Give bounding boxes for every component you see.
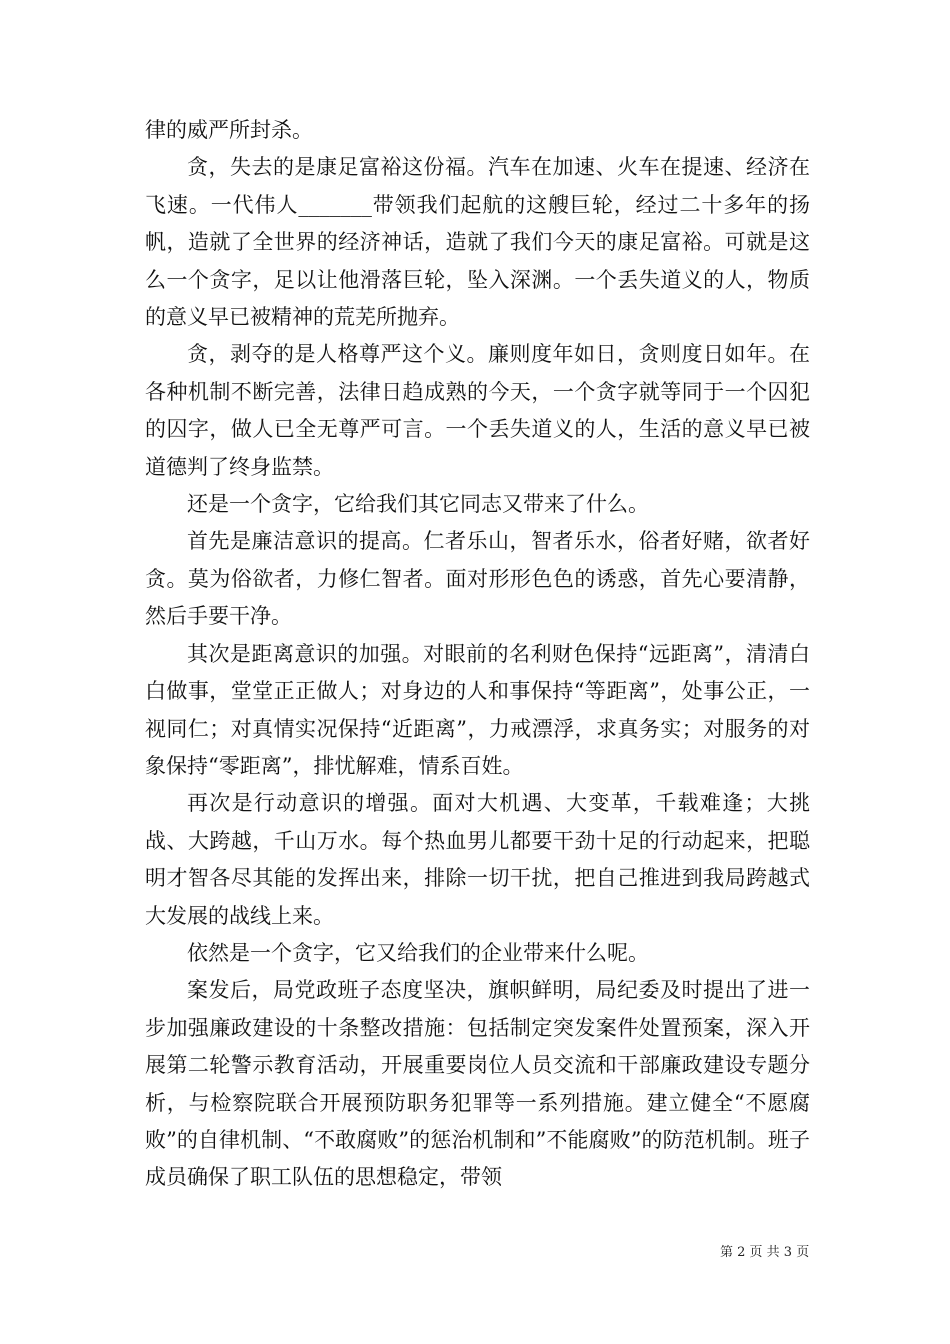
page-number-label: 第 2 页 共 3 页	[720, 1245, 810, 1260]
paragraph-3: 贪，剥夺的是人格尊严这个义。廉则度年如日，贪则度日如年。在各种机制不断完善，法律日趋成熟的今天，一个贪字就等同于一个囚犯的囚字，做人已全无尊严可言。一个丢失道义的人，生活的意义早已被道德判了终身监禁。	[145, 342, 810, 479]
paragraph-9: 案发后，局党政班子态度坚决，旗帜鲜明，局纪委及时提出了进一步加强廉政建设的十条整改措施：包括制定突发案件处置预案，深入开展第二轮警示教育活动，开展重要岗位人员交流和干部廉政建设专题分析，与检察院联合开展预防职务犯罪等一系列措施。建立健全“不愿腐败”的自律机制、“不敢腐败”的惩治机制和”不能腐败”的防范机制。班子成员确保了职工队伍的思想稳定，带领	[145, 978, 810, 1190]
page-footer	[720, 1244, 809, 1262]
document-body	[145, 112, 810, 1197]
paragraph-5: 首先是廉洁意识的提高。仁者乐山，智者乐水，俗者好赌，欲者好贪。莫为俗欲者，力修仁智者。面对形形色色的诱惑，首先心要清静，然后手要干净。	[145, 529, 810, 629]
paragraph-7: 再次是行动意识的增强。面对大机遇、大变革，千载难逢；大挑战、大跨越，千山万水。每个热血男儿都要干劲十足的行动起来，把聪明才智各尽其能的发挥出来，排除一切干扰，把自己推进到我局跨越式大发展的战线上来。	[145, 791, 810, 928]
paragraph-2: 贪，失去的是康足富裕这份福。汽车在加速、火车在提速、经济在飞速。一代伟人_______带领我们起航的这艘巨轮，经过二十多年的扬帆，造就了全世界的经济神话，造就了我们今天的康足富裕。可就是这么一个贪字，足以让他滑落巨轮，坠入深渊。一个丢失道义的人，物质的意义早已被精神的荒芜所抛弃。	[145, 155, 810, 330]
paragraph-8: 依然是一个贪字，它又给我们的企业带来什么呢。	[187, 940, 649, 965]
paragraph-1: 律的威严所封杀。	[145, 118, 313, 142]
paragraph-6: 其次是距离意识的加强。对眼前的名利财色保持“远距离”，清清白白做事，堂堂正正做人；对身边的人和事保持“等距离”，处事公正，一视同仁；对真情实况保持“近距离”，力戒漂浮，求真务实；对服务的对象保持“零距离”，排忧解难，情系百姓。	[145, 641, 810, 778]
paragraph-4: 还是一个贪字，它给我们其它同志又带来了什么。	[187, 492, 649, 517]
